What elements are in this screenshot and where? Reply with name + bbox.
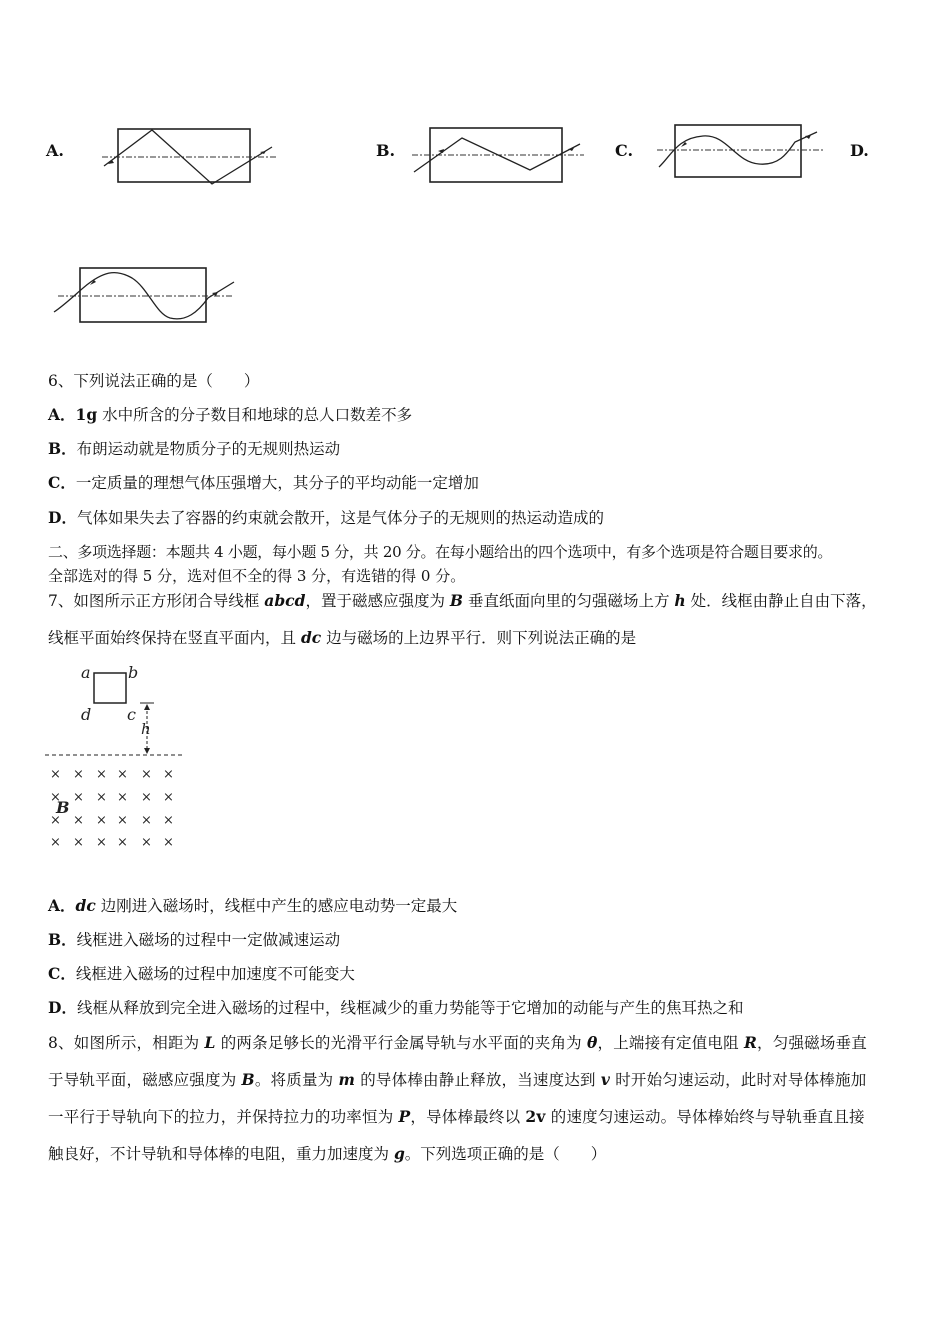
svg-text:×: × — [163, 790, 174, 805]
q7-option-d: D．线框从释放到完全进入磁场的过程中，线框减少的重力势能等于它增加的动能与产生的焦耳热之和 — [48, 998, 744, 1017]
svg-text:×: × — [141, 813, 152, 828]
svg-text:×: × — [50, 813, 61, 828]
svg-text:×: × — [96, 767, 107, 782]
option-c-figure — [655, 120, 825, 182]
vertex-label-c: c — [127, 705, 136, 724]
option-b-figure — [410, 122, 586, 188]
svg-text:×: × — [50, 835, 61, 850]
svg-text:×: × — [50, 767, 61, 782]
q7-figure — [44, 660, 194, 860]
q6-option-c: C．一定质量的理想气体压强增大，其分子的平均动能一定增加 — [48, 473, 479, 492]
svg-text:×: × — [73, 835, 84, 850]
svg-text:×: × — [141, 790, 152, 805]
q8-stem-line1: 8、如图所示，相距为 L 的两条足够长的光滑平行金属导轨与水平面的夹角为 θ，上端接有定值电阻 R，匀强磁场垂直 — [48, 1033, 867, 1052]
svg-text:×: × — [141, 835, 152, 850]
q6-option-d: D．气体如果失去了容器的约束就会散开，这是气体分子的无规则的热运动造成的 — [48, 508, 604, 527]
q6-option-a: A．1g 水中所含的分子数目和地球的总人口数差不多 — [48, 405, 413, 424]
q7-option-a: A．dc 边刚进入磁场时，线框中产生的感应电动势一定最大 — [48, 896, 458, 915]
q8-stem-line3: 一平行于导轨向下的拉力，并保持拉力的功率恒为 P，导体棒最终以 2v 的速度匀速运动。导体棒始终与导轨垂直且接 — [48, 1107, 865, 1126]
q7-option-b: B．线框进入磁场的过程中一定做减速运动 — [48, 930, 341, 949]
svg-text:×: × — [96, 835, 107, 850]
option-label-d: D. — [850, 141, 869, 160]
q6-stem: 6、下列说法正确的是（ ） — [48, 372, 260, 390]
field-label-b: B — [56, 798, 70, 817]
svg-text:×: × — [163, 813, 174, 828]
vertex-label-d: d — [81, 705, 92, 724]
q7-stem-line2: 线框平面始终保持在竖直平面内，且 dc 边与磁场的上边界平行．则下列说法正确的是 — [48, 628, 637, 647]
vertex-label-a: a — [81, 663, 91, 682]
svg-text:×: × — [141, 767, 152, 782]
option-label-b: B. — [376, 141, 396, 160]
svg-text:×: × — [50, 790, 61, 805]
svg-text:×: × — [117, 767, 128, 782]
q8-stem-line2: 于导轨平面，磁感应强度为 B。将质量为 m 的导体棒由静止释放，当速度达到 v 时开始匀速运动，此时对导体棒施加 — [48, 1070, 867, 1089]
svg-text:×: × — [163, 835, 174, 850]
section2-heading-line1: 二、多项选择题：本题共 4 小题，每小题 5 分，共 20 分。在每小题给出的四个选项中，有多个选项是符合题目要求的。 — [48, 543, 833, 561]
svg-text:×: × — [96, 790, 107, 805]
q8-stem-line4: 触良好，不计导轨和导体棒的电阻，重力加速度为 g。下列选项正确的是（ ） — [48, 1144, 607, 1163]
vertex-label-b: b — [128, 663, 139, 682]
svg-text:×: × — [96, 813, 107, 828]
svg-text:×: × — [73, 813, 84, 828]
option-label-c: C. — [615, 141, 634, 160]
option-d-figure — [52, 262, 238, 330]
q6-option-b: B．布朗运动就是物质分子的无规则热运动 — [48, 439, 341, 458]
section2-heading-line2: 全部选对的得 5 分，选对但不全的得 3 分，有选错的得 0 分。 — [48, 567, 466, 585]
svg-text:×: × — [117, 813, 128, 828]
svg-text:×: × — [117, 835, 128, 850]
svg-text:×: × — [117, 790, 128, 805]
svg-text:×: × — [73, 767, 84, 782]
q7-option-c: C．线框进入磁场的过程中加速度不可能变大 — [48, 964, 355, 983]
q7-stem-line1: 7、如图所示正方形闭合导线框 abcd，置于磁感应强度为 B 垂直纸面向里的匀强磁场上方 h 处．线框由静止自由下落， — [48, 591, 877, 610]
svg-text:×: × — [163, 767, 174, 782]
svg-text:×: × — [73, 790, 84, 805]
height-label-h: h — [141, 720, 151, 738]
option-a-figure — [100, 122, 280, 188]
option-label-a: A. — [46, 141, 64, 160]
